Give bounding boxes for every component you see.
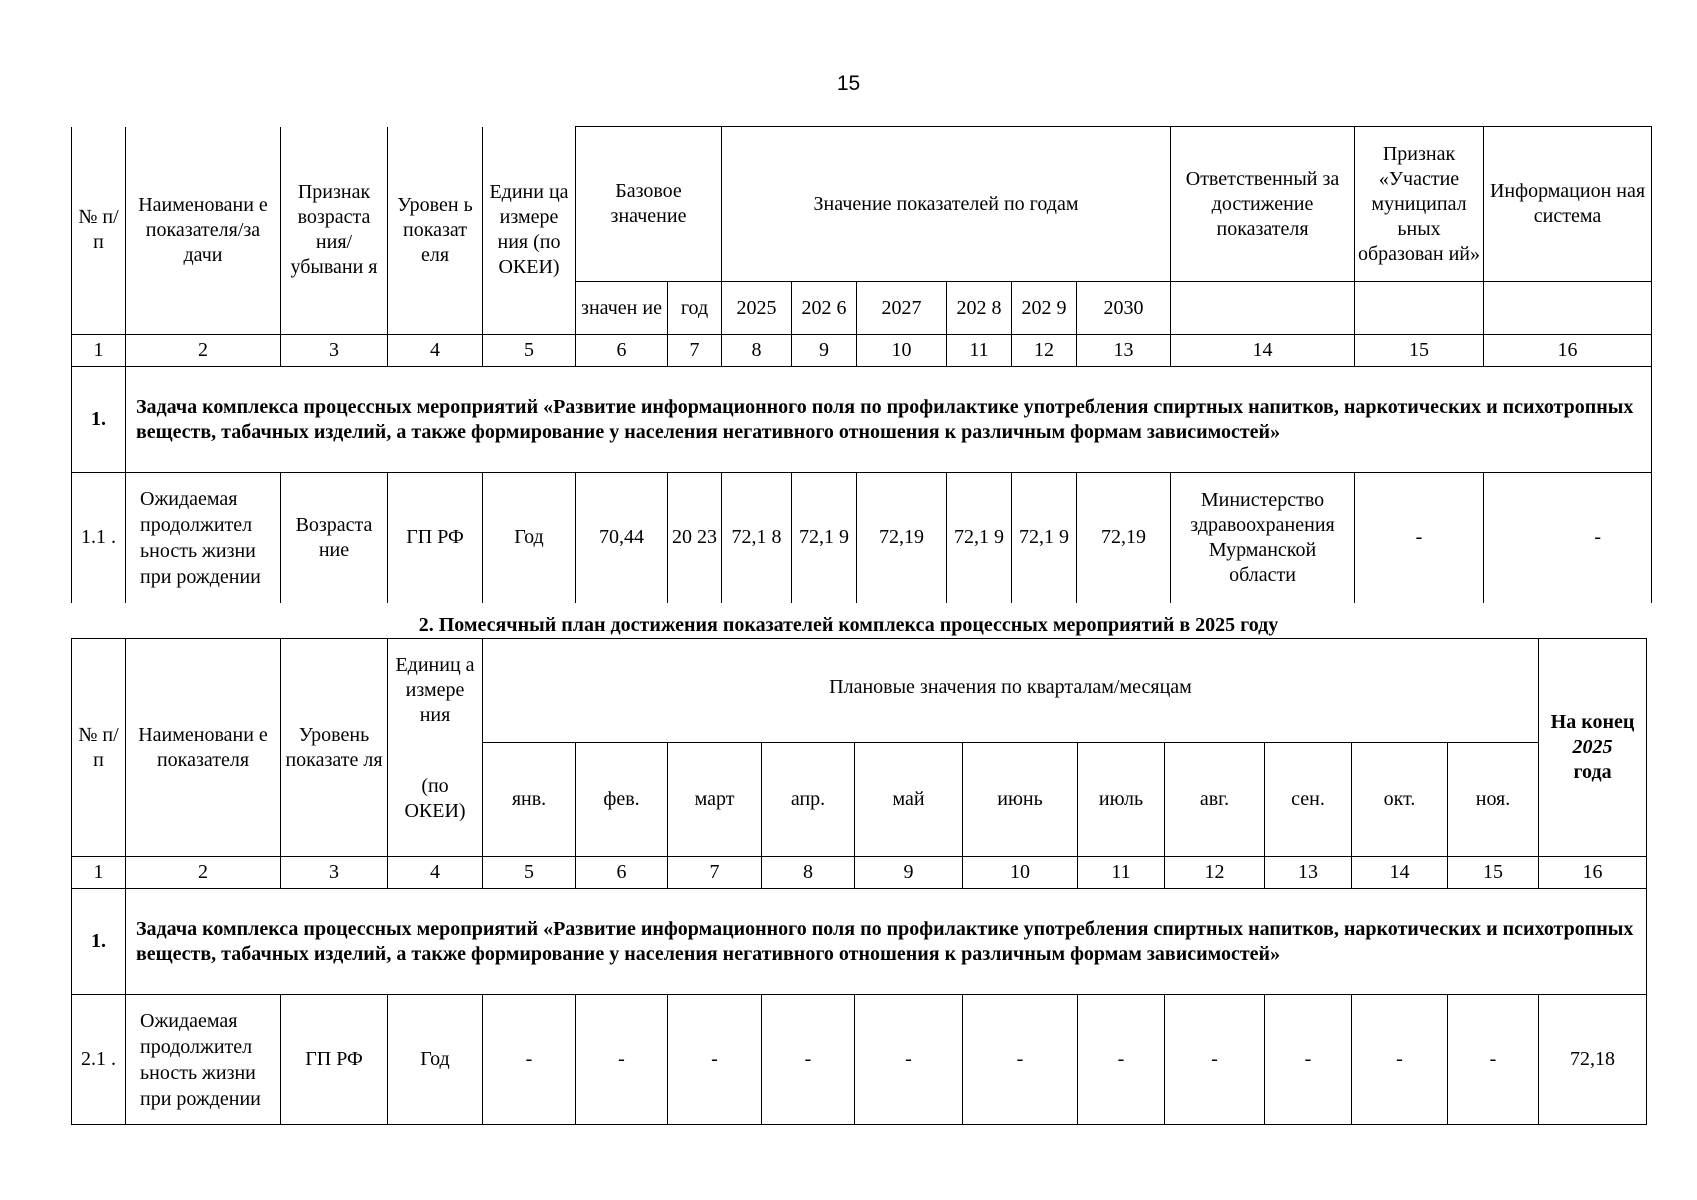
header-year-2027: 2027 <box>857 282 947 335</box>
indicator-level: ГП РФ <box>281 995 388 1125</box>
indicator-level: ГП РФ <box>388 473 483 603</box>
column-number: 7 <box>668 857 762 889</box>
plan-mar: - <box>668 995 762 1125</box>
header-month-jul: июль <box>1078 743 1165 857</box>
column-number: 13 <box>1077 335 1171 367</box>
column-number: 6 <box>576 857 668 889</box>
header-month-oct: окт. <box>1352 743 1448 857</box>
header-month-mar: март <box>668 743 762 857</box>
header-municipal-empty <box>1355 282 1484 335</box>
column-number: 3 <box>281 857 388 889</box>
header-years-group: Значение показателей по годам <box>722 127 1171 282</box>
column-number: 8 <box>722 335 792 367</box>
responsible-org: Министерство здравоохранения Мурманской области <box>1171 473 1355 603</box>
header-unit: Единиц а измере ния <box>388 639 483 743</box>
plan-jul: - <box>1078 995 1165 1125</box>
header-name: Наименовани е показателя <box>126 639 281 857</box>
header-level: Уровен ь показат еля <box>388 127 483 335</box>
task-number: 1. <box>72 889 126 995</box>
indicator-trend: Возраста ние <box>281 473 388 603</box>
header-info-system: Информацион ная система <box>1484 127 1652 282</box>
plan-sep: - <box>1265 995 1352 1125</box>
header-year-2028: 202 8 <box>947 282 1012 335</box>
header-base-value: значен ие <box>576 282 668 335</box>
column-number: 10 <box>963 857 1078 889</box>
header-month-sep: сен. <box>1265 743 1352 857</box>
column-number: 5 <box>483 857 576 889</box>
header-month-apr: апр. <box>762 743 855 857</box>
header-municipal: Признак «Участие муниципал ьных образован ий» <box>1355 127 1484 282</box>
column-number: 2 <box>126 857 281 889</box>
column-number: 8 <box>762 857 855 889</box>
column-number: 14 <box>1352 857 1448 889</box>
header-month-jan: янв. <box>483 743 576 857</box>
value-2028: 72,1 9 <box>947 473 1012 603</box>
header-trend: Признак возраста ния/ убывани я <box>281 127 388 335</box>
column-number: 9 <box>855 857 963 889</box>
value-2027: 72,19 <box>857 473 947 603</box>
column-number: 1 <box>72 857 126 889</box>
indicator-name: Ожидаемая продолжител ьность жизни при рождении <box>126 473 281 603</box>
value-2030: 72,19 <box>1077 473 1171 603</box>
column-number: 5 <box>483 335 576 367</box>
column-number: 11 <box>1078 857 1165 889</box>
column-number: 4 <box>388 857 483 889</box>
header-month-jun: июнь <box>963 743 1078 857</box>
header-unit-okei: (по ОКЕИ) <box>388 743 483 857</box>
end-suffix: года <box>1573 761 1612 783</box>
value-2029: 72,1 9 <box>1012 473 1077 603</box>
section-title: 2. Помесячный план достижения показателей комплекса процессных мероприятий в 2025 году <box>418 614 1279 636</box>
header-month-feb: фев. <box>576 743 668 857</box>
information-system: - <box>1484 473 1652 603</box>
column-number: 4 <box>388 335 483 367</box>
header-level: Уровень показате ля <box>281 639 388 857</box>
header-responsible: Ответственный за достижение показателя <box>1171 127 1355 282</box>
header-plan-group: Плановые значения по кварталам/месяцам <box>483 639 1539 743</box>
header-num: № п/п <box>72 127 126 335</box>
monthly-plan-table <box>71 638 1647 1125</box>
plan-aug: - <box>1165 995 1265 1125</box>
column-number: 1 <box>72 335 126 367</box>
end-year: 2025 <box>1572 736 1613 758</box>
base-value: 70,44 <box>576 473 668 603</box>
value-2026: 72,1 9 <box>792 473 857 603</box>
row-number: 2.1 . <box>72 995 126 1125</box>
column-number: 12 <box>1165 857 1265 889</box>
header-year-2025: 2025 <box>722 282 792 335</box>
header-month-nov: ноя. <box>1448 743 1539 857</box>
header-month-may: май <box>855 743 963 857</box>
column-number: 6 <box>576 335 668 367</box>
header-num: № п/п <box>72 639 126 857</box>
indicators-table <box>71 126 1652 603</box>
plan-feb: - <box>576 995 668 1125</box>
header-year-2030: 2030 <box>1077 282 1171 335</box>
column-number: 15 <box>1355 335 1484 367</box>
column-number: 11 <box>947 335 1012 367</box>
indicator-unit: Год <box>483 473 576 603</box>
header-year-2026: 202 6 <box>792 282 857 335</box>
task-title: Задача комплекса процессных мероприятий «Развитие информационного поля по профилактике употребления спиртных напитков, наркотических и психотропных веществ, табачных изделий, а также формирование у населения негативного отношения к различным формам зависимостей» <box>126 889 1647 995</box>
plan-end-of-year: 72,18 <box>1539 995 1647 1125</box>
column-number: 13 <box>1265 857 1352 889</box>
column-number: 9 <box>792 335 857 367</box>
column-number: 15 <box>1448 857 1539 889</box>
municipal-participation: - <box>1355 473 1484 603</box>
task-title: Задача комплекса процессных мероприятий «Развитие информационного поля по профилактике употребления спиртных напитков, наркотических и психотропных веществ, табачных изделий, а также формирование у населения негативного отношения к различным формам зависимостей» <box>126 367 1652 473</box>
end-prefix: На конец <box>1550 711 1635 733</box>
indicator-name: Ожидаемая продолжител ьность жизни при рождении <box>126 995 281 1125</box>
column-number: 7 <box>668 335 722 367</box>
header-month-aug: авг. <box>1165 743 1265 857</box>
indicator-unit: Год <box>388 995 483 1125</box>
header-responsible-empty <box>1171 282 1355 335</box>
column-number: 3 <box>281 335 388 367</box>
plan-jun: - <box>963 995 1078 1125</box>
header-end-of-year <box>1539 639 1647 857</box>
row-number: 1.1 . <box>72 473 126 603</box>
base-year: 20 23 <box>668 473 722 603</box>
column-number: 16 <box>1484 335 1652 367</box>
task-number: 1. <box>72 367 126 473</box>
header-base: Базовое значение <box>576 127 722 282</box>
column-number: 14 <box>1171 335 1355 367</box>
plan-may: - <box>855 995 963 1125</box>
plan-jan: - <box>483 995 576 1125</box>
header-year-2029: 202 9 <box>1012 282 1077 335</box>
column-number: 12 <box>1012 335 1077 367</box>
value-2025: 72,1 8 <box>722 473 792 603</box>
plan-nov: - <box>1448 995 1539 1125</box>
page-number: 15 <box>836 72 861 95</box>
header-unit: Едини ца измере ния (по ОКЕИ) <box>483 127 576 335</box>
plan-oct: - <box>1352 995 1448 1125</box>
column-number: 2 <box>126 335 281 367</box>
header-base-year: год <box>668 282 722 335</box>
plan-apr: - <box>762 995 855 1125</box>
header-name: Наименовани е показателя/за дачи <box>126 127 281 335</box>
header-info-system-empty <box>1484 282 1652 335</box>
column-number: 10 <box>857 335 947 367</box>
column-number: 16 <box>1539 857 1647 889</box>
